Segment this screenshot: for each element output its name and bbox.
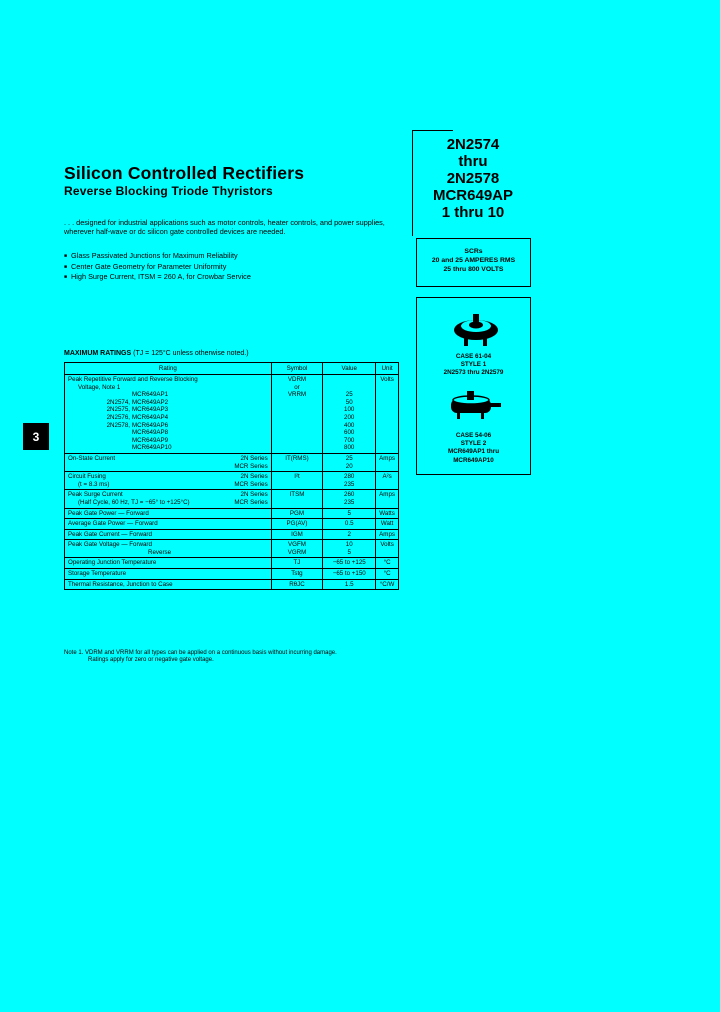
symbol: VGRM (287, 548, 307, 556)
table-row (65, 519, 399, 530)
feature-item: ■ Center Gate Geometry for Parameter Uniformity (64, 262, 251, 273)
part-number-line: MCR649AP (432, 187, 514, 204)
value: 2 (323, 529, 376, 540)
column-header: Rating (65, 363, 272, 375)
rating-label: On-State Current (68, 454, 116, 462)
two-n-type (68, 429, 132, 437)
case-line: CASE 54-06 (455, 432, 492, 439)
part-number-line: 2N2578 (446, 170, 500, 187)
feature-item: ■ High Surge Current, ITSM = 260 A, for Crowbar Service (64, 272, 251, 283)
feature-list (64, 251, 251, 283)
rating-label: Peak Gate Voltage — Forward (68, 541, 152, 549)
device-type-row (68, 399, 268, 407)
scr-summary-box (416, 238, 531, 287)
maximum-ratings-table (64, 362, 399, 590)
scr-line: SCRs (464, 248, 483, 255)
value: 280 (344, 473, 355, 481)
value: 400 (344, 421, 355, 429)
symbol: or (294, 383, 300, 391)
mcr-type: MCR649AP6 (132, 421, 169, 429)
ratings-heading (64, 350, 249, 357)
mcr-type: MCR649AP2 (132, 398, 169, 406)
part-number-box (412, 130, 533, 236)
rating-label: Circuit Fusing (68, 473, 106, 481)
device-type-row (68, 391, 268, 399)
column-header: Value (323, 363, 376, 375)
unit: Watt (376, 519, 399, 530)
value-list (326, 391, 372, 452)
table-row (65, 375, 399, 454)
symbol: Tstg (271, 569, 323, 580)
table-row (65, 569, 399, 580)
series-label: 2N Series (240, 473, 268, 481)
two-n-type (68, 391, 132, 399)
value: 5 (347, 548, 351, 556)
column-header: Unit (376, 363, 399, 375)
value: 0.5 (323, 519, 376, 530)
unit: Watts (376, 508, 399, 519)
case-line: 2N2573 thru 2N2579 (443, 369, 504, 377)
unit: °C (376, 569, 399, 580)
unit: A²s (376, 472, 399, 490)
two-n-type (68, 437, 132, 445)
feature-item: ■ Glass Passivated Junctions for Maximum Reliability (64, 251, 251, 262)
column-header: Symbol (271, 363, 323, 375)
mcr-type: MCR649AP1 (132, 391, 169, 399)
value: 700 (344, 436, 355, 444)
two-n-type (68, 444, 132, 452)
value: 20 (345, 462, 353, 470)
two-n-type: 2N2575, (106, 406, 130, 414)
page-subtitle: Reverse Blocking Triode Thyristors (64, 184, 273, 198)
symbol: PGM (271, 508, 323, 519)
rating-label: Voltage, Note 1 (78, 383, 121, 391)
case-1-label (417, 353, 530, 378)
table-row (65, 558, 399, 569)
value: 1.5 (323, 579, 376, 590)
value: −65 to +150 (323, 569, 376, 580)
case-line: STYLE 1 (460, 361, 487, 369)
chapter-tab: 3 (23, 423, 49, 450)
value: 5 (323, 508, 376, 519)
page-title: Silicon Controlled Rectifiers (64, 163, 305, 183)
symbol: IT(RMS) (271, 453, 323, 471)
symbol: IGM (271, 529, 323, 540)
symbol: ITSM (271, 490, 323, 508)
mcr-type: MCR649AP8 (132, 429, 169, 437)
value: −65 to +125 (323, 558, 376, 569)
value: 235 (344, 498, 355, 506)
rating-label: (Half Cycle, 60 Hz, TJ = −65° to +125°C) (78, 498, 190, 506)
unit: Amps (376, 453, 399, 471)
mcr-type: MCR649AP9 (132, 436, 169, 444)
table-row (65, 472, 399, 490)
value: 25 (345, 391, 353, 399)
unit: °C (376, 558, 399, 569)
rating-label: Peak Gate Power — Forward (65, 508, 272, 519)
rating-label: Peak Repetitive Forward and Reverse Blocking (68, 376, 198, 383)
series-label: 2N Series (240, 491, 268, 499)
table-row (65, 490, 399, 508)
device-type-row (68, 429, 268, 437)
rating-label: Peak Surge Current (68, 491, 123, 499)
part-number-line: 1 thru 10 (441, 204, 505, 221)
note-line: Ratings apply for zero or negative gate voltage. (88, 657, 214, 664)
rating-label: Peak Gate Current — Forward (65, 529, 272, 540)
unit: Amps (376, 529, 399, 540)
table-row (65, 453, 399, 471)
series-label: 2N Series (240, 454, 268, 462)
value: 235 (344, 480, 355, 488)
mcr-type: MCR649AP4 (132, 413, 169, 421)
symbol: TJ (271, 558, 323, 569)
case-2-label (417, 432, 530, 465)
symbol: VRRM (287, 391, 307, 399)
part-number-line: thru (458, 153, 488, 170)
unit: Amps (376, 490, 399, 508)
value: 600 (344, 429, 355, 437)
table-header-row (65, 363, 399, 375)
device-type-row (68, 422, 268, 430)
case-line: CASE 61-04 (455, 353, 492, 360)
unit: °C/W (376, 579, 399, 590)
device-type-row (68, 414, 268, 422)
unit: Volts (376, 540, 399, 558)
symbol: PG(AV) (271, 519, 323, 530)
press-fit-package-icon (447, 391, 503, 421)
two-n-type: 2N2578, (106, 421, 130, 429)
series-label: MCR Series (234, 462, 268, 470)
case-line: STYLE 2 (460, 440, 487, 448)
mcr-type: MCR649AP10 (132, 444, 172, 452)
symbol: VGFM (288, 541, 306, 549)
symbol: RθJC (271, 579, 323, 590)
series-label: MCR Series (234, 480, 268, 488)
value: 25 (345, 454, 353, 462)
table-row (65, 540, 399, 558)
rating-label: Thermal Resistance, Junction to Case (65, 579, 272, 590)
case-outline-box (416, 297, 531, 475)
device-type-row (68, 437, 268, 445)
device-type-list (68, 391, 268, 452)
stud-package-icon (451, 310, 501, 348)
table-row (65, 529, 399, 540)
value: 800 (344, 444, 355, 452)
value: 10 (345, 541, 353, 549)
scr-line: 25 thru 800 VOLTS (443, 266, 504, 273)
mcr-type: MCR649AP3 (132, 406, 169, 414)
rating-label: Average Gate Power — Forward (65, 519, 272, 530)
unit: Volts (376, 375, 399, 454)
case-line: MCR649AP10 (453, 456, 494, 464)
table-row (65, 508, 399, 519)
rating-label: (t = 8.3 ms) (78, 480, 110, 488)
symbol: I²t (271, 472, 323, 490)
value: 50 (345, 398, 353, 406)
rating-label: Operating Junction Temperature (65, 558, 272, 569)
case-line: MCR649AP1 thru (447, 448, 500, 456)
part-number-line: 2N2574 (446, 136, 500, 153)
series-label: MCR Series (234, 498, 268, 506)
device-type-row (68, 444, 268, 452)
ratings-heading-condition: (TJ = 125°C unless otherwise noted.) (133, 350, 249, 357)
rating-label: Storage Temperature (65, 569, 272, 580)
value: 200 (344, 413, 355, 421)
device-type-row (68, 406, 268, 414)
table-note (64, 650, 404, 665)
two-n-type: 2N2574, (106, 398, 130, 406)
scr-line: 20 and 25 AMPERES RMS (431, 257, 516, 264)
rating-label: Reverse (148, 548, 172, 556)
value: 100 (344, 406, 355, 414)
value: 260 (344, 491, 355, 499)
symbol: VDRM (287, 376, 307, 383)
ratings-heading-title: MAXIMUM RATINGS (64, 350, 132, 357)
intro-paragraph: . . . designed for industrial applications such as motor controls, heater controls, and power supplies, wherever half-wave or dc silicon gate controlled devices are needed. (64, 218, 385, 236)
note-line: Note 1. VDRM and VRRM for all types can be applied on a continuous basis without incurring damage. (64, 650, 337, 656)
table-row (65, 579, 399, 590)
two-n-type: 2N2576, (106, 413, 130, 421)
